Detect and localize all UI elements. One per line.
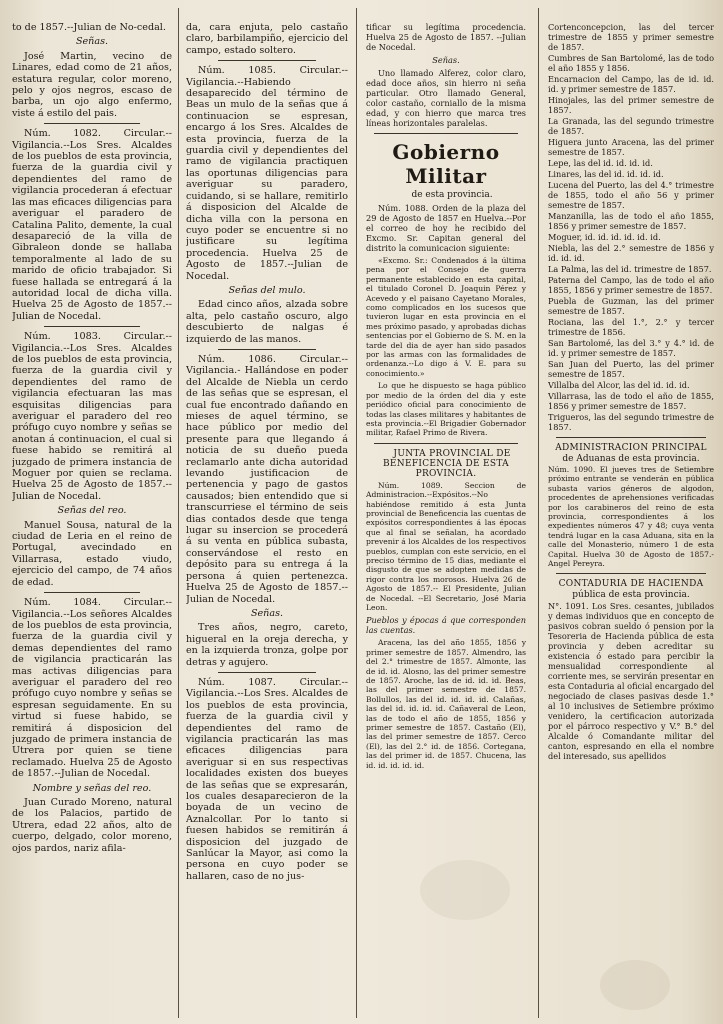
section-heading: Señas. xyxy=(75,36,109,48)
notice-paragraph: José Martin, vecino de Linares, edad como de 21 años, estatura regular, color moreno, pelo y ojos negros, escaso de barba, un ojo algo enfermo, viste á estilo del pais. xyxy=(12,50,172,119)
section-subcaption: de Aduanas de esta provincia. xyxy=(562,454,700,464)
notice-paragraph: Núm. 1089. Seccion de Administracion.--Expósitos.--No habiéndose remitido á esta Junta provincial de Beneficencia las cuentas de expósitos correspondientes á las épocas que al final se señalan, ha acordado prevenir á los Alcaldes de los respectivos pueblos, cumplan con este servicio, en el preciso término de 15 dias, mediante el disgusto de que se adopten medidas de rigor contra los morosos. Huelva 26 de Agosto de 1857.-- El Presidente, Julian de Nocedal. --El Secretario, José Maria Leon. xyxy=(366,480,526,612)
section-heading: Señas del reo. xyxy=(57,505,127,517)
list-entry: Rociana, las del 1.°, 2.° y tercer trimestre de 1856. xyxy=(548,317,714,337)
notice-paragraph: Núm. 1086. Circular.-- Vigilancia.- Hallándose en poder del Alcalde de Niebla un cerdo de las señas que se espresan, el cual fue encontrado dañando en mieses de aquel término, se hace público por medio del presente para que llegando á noticia de su dueño pueda reclamarlo ante dicha autoridad levando justificacion de pertenencia y pago de gastos causados; bien entendido que si transcurriese el término de seis dias contados desde que tenga lugar su insercion se procederá á su venta en pública subasta, conservándose el resto en depósito para su entrega á la persona á quien pertenezca. Huelva 25 de Agosto de 1857.--Julian de Nocedal. xyxy=(186,353,348,605)
column-rule xyxy=(178,8,179,1018)
section-divider xyxy=(374,443,518,444)
section-subcaption: pública de esta provincia. xyxy=(572,590,690,601)
section-subtitle: de esta provincia. xyxy=(411,190,493,200)
list-entry: Paterna del Campo, las de todo el año 1855, 1856 y primer semestre de 1857. xyxy=(548,275,714,295)
notice-paragraph: Núm. 1088. Orden de la plaza del 29 de Agosto de 1857 en Huelva.--Por el correo de hoy he recibido del Excmo. Sr. Capitan general del distrito la comunicacion siguiente: xyxy=(366,203,526,253)
column-rule xyxy=(538,8,539,1018)
notice-paragraph: tificar su legítima procedencia. Huelva 25 de Agosto de 1857. --Julian de Nocedal. xyxy=(366,22,526,52)
section-divider xyxy=(374,133,518,134)
column-rule xyxy=(356,8,357,1018)
list-entry: Moguer, id. id. id. id. id. id. xyxy=(548,232,661,242)
section-caption: CONTADURIA DE HACIENDA xyxy=(558,579,704,590)
italic-heading: Pueblos y épocas á que corresponden las cuentas. xyxy=(366,615,526,636)
notice-paragraph: Aracena, las del año 1855, 1856 y primer semestre de 1857. Almendro, las del 2.° trimestre de 1857. Almonte, las de id. id. Alosno, las del primer semestre de 1857. Aroche, las de id. id. id. Beas, las del primer semestre de 1857. Bollullos, las del id. id. id. id. Calañas, las del id. id. id. id. Cañaveral de Leon, las de todo el año de 1855, 1856 y primer semestre de 1857. Castaño (El), las del primer semestre de 1857. Cerco (El), las del 2.° id. de 1856. Cortegana, las del primer id. de 1857. Chucena, las id. id. id. id. id. xyxy=(366,638,526,770)
list-entry: Villalba del Alcor, las del id. id. id. xyxy=(548,380,690,390)
column-2 xyxy=(186,22,348,1018)
notice-paragraph: Uno llamado Alferez, color claro, edad doce años, sin hierro ni seña particular. Otro llamado General, color castaño, corniallo de la misma edad, y con hierro que marca tres líneas horizontales paralelas. xyxy=(366,68,526,128)
section-divider xyxy=(44,326,140,327)
notice-paragraph: Edad cinco años, alzada sobre alta, pelo castaño oscuro, algo descubierto de nalgas é izquierdo de las manos. xyxy=(186,299,348,345)
list-entry: Puebla de Guzman, las del primer semestre de 1857. xyxy=(548,296,714,316)
section-divider xyxy=(556,437,705,438)
notice-paragraph: Núm. 1087. Circular.-- Vigilancia.--Los Sres. Alcaldes de los pueblos de esta provincia, fuerza de la guardia civil y dependientes del ramo de vigilancia practicarán las mas eficaces diligencias para averiguar si en sus respectivas localidades existen dos bueyes de las señas que se expresarán, los cuales desaparecieron de la boyada de un vecino de Aznalcollar. Por lo tanto si fuesen habidos se remitirán á disposicion del juzgado de Sanlúcar la Mayor, asi como la persona en cuyo poder se hallaren, caso de no jus- xyxy=(186,676,348,882)
section-divider xyxy=(556,573,705,574)
notice-paragraph: N°. 1091. Los Sres. cesantes, jubilados y demas individuos que en concepto de pasivos cobran sueldo ó pension por la Tesoreria de Hacienda pública de esta provincia y deben acreditar su existencia ó estado para percibir la mensualidad correspondiente al corriente mes, se servirán presentar en esta Contaduria al oficial encargado del negociado de clases pasivas desde 1.° al 10 inclusives de Setiembre próximo venidero, la certificacion autorizada por el párroco respectivo y V.° B.° del Alcalde ó Comandante militar del canton, espresando en ella el nombre del interesado, sus apellidos xyxy=(548,601,714,762)
notice-paragraph: Núm. 1084. Circular.-- Vigilancia.--Los señores Alcaldes de los pueblos de esta provincia, fuerza de la guardia civil y demas dependientes del ramo de vigilancia practicarán las mas activas diligencias para averiguar el paradero del reo prófugo cuyo nombre y señas se espresan seguidamente. En su virtud si fuese habido, se remitirá á disposicion del juzgado de primera instancia de Utrera por quien se tiene reclamado. Huelva 25 de Agosto de 1857.--Julian de Nocedal. xyxy=(12,597,172,780)
section-caption: ADMINISTRACION PRINCIPAL xyxy=(555,443,707,453)
notice-paragraph: Lo que he dispuesto se haga público por medio de la órden del dia y este periódico oficial para conocimiento de todas las clases militares y habitantes de esta provincia.--El Brigadier Gobernador militar, Rafael Primo de Rivera. xyxy=(366,381,526,438)
list-entry: Encarnacion del Campo, las de id. id. id. y primer semestre de 1857. xyxy=(548,74,714,94)
notice-paragraph: Núm. 1083. Circular.-- Vigilancia.--Los Sres. Alcaldes de los pueblos de esta provincia, fuerza de la guardia civil y dependientes del ramo de vigilancia efectuaran las mas esquisitas diligencias para averiguar el paradero del reo prófugo cuyo nombre y señas se anotan á continuacion, el cual si fuese habido se remitirá al juzgado de primera instancia de Moguer por quien se reclama. Huelva 25 de Agosto de 1857.--Julian de Nocedal. xyxy=(12,331,172,502)
column-1 xyxy=(12,22,172,1018)
section-heading: Señas. xyxy=(432,55,460,65)
list-entry: Linares, las del id. id. id. id. xyxy=(548,169,664,179)
notice-paragraph: Núm. 1090. El jueves tres de Setiembre próximo entrante se venderán en pública subasta varios géneros de algodon, procedentes de aprehensiones verificadas por los carabineros del reino de esta provincia, correspondientes á los expedientes números 47 y 48; cuya venta tendrá lugar en la casa Aduana, sita en la calle del Monasterio, número 1 de esta Capital. Huelva 30 de Agosto de 1857.-Angel Pereyra. xyxy=(548,465,714,569)
section-divider xyxy=(218,60,315,61)
list-entry: Niebla, las del 2.° semestre de 1856 y id. id. id. xyxy=(548,243,714,263)
list-entry: Villarrasa, las de todo el año de 1855, 1856 y primer semestre de 1857. xyxy=(548,391,714,411)
notice-paragraph: «Excmo. Sr.: Condenados á la última pena por el Consejo de guerra permanente establecido en esta capital, el titulado Coronel D. Joaquin Pérez y Acevedo y el paisano Cayetano Morales, como complicados en los sucesos que tuvieron lugar en esta provincia en el mes próximo pasado, y aprobadas dichas sentencias por el Gobierno de S. M. en la tarde del dia de ayer han sido pasados por las armas con las formalidades de ordenanza.--Lo digo á V. E. para su conocimiento.» xyxy=(366,256,526,378)
section-divider xyxy=(218,672,315,673)
section-heading: Señas del mulo. xyxy=(228,284,306,296)
list-entry: Hinojales, las del primer semestre de 1857. xyxy=(548,95,714,115)
list-entry: Manzanilla, las de todo el año 1855, 1856 y primer semestre de 1857. xyxy=(548,211,714,231)
notice-paragraph: Núm. 1085. Circular.-- Vigilancia.--Habiendo desaparecido del término de Beas un mulo de la señas que á continuacion se espresan, encargo á los Sres. Alcaldes de esta provincia, fuerza de la guardia civil y dependientes del ramo de vigilancia practiquen las oportunas diligencias para averiguar su paradero, cuidando, si se hallare, remitirlo á disposicion del Alcalde de dicha villa con la persona en cuyo poder se encuentre si no justificare su legítima procedencia. Huelva 25 de Agosto de 1857.--Julian de Nocedal. xyxy=(186,65,348,282)
section-heading: Señas. xyxy=(250,607,284,619)
notice-paragraph: Tres años, negro, careto, higueral en la oreja derecha, y en la izquierda tronza, golpe por detras y agujero. xyxy=(186,622,348,668)
column-3 xyxy=(366,22,526,1018)
section-caption: JUNTA PROVINCIAL DE BENEFICENCIA DE ESTA PROVINCIA. xyxy=(383,448,511,479)
list-entry: La Granada, las del segundo trimestre de 1857. xyxy=(548,116,714,136)
list-entry: Trigueros, las del segundo trimestre de 1857. xyxy=(548,412,714,432)
section-divider xyxy=(44,592,140,593)
list-entry: San Juan del Puerto, las del primer semestre de 1857. xyxy=(548,359,714,379)
notice-paragraph: Núm. 1082. Circular.-- Vigilancia.--Los Sres. Alcaldes de los pueblos de esta provincia, fuerza de la guardia civil y dependientes del ramo de vigilancia procederan á efectuar las mas eficaces diligencias para averiguar el paradero de Catalina Palito, demente, la cual desapareció de la villa de Gibraleon donde se hallaba temporalmente al lado de su marido de oficio trabajador. Si fuese hallada se entregará á la autoridad local de dicha villa. Huelva 25 de Agosto de 1857.--Julian de Nocedal. xyxy=(12,128,172,322)
list-entry: Cumbres de San Bartolomé, las de todo el año 1855 y 1856. xyxy=(548,53,714,73)
list-entry: Cortenconcepcion, las del tercer trimestre de 1855 y primer semestre de 1857. xyxy=(548,22,714,52)
list-entry: Higuera junto Aracena, las del primer semestre de 1857. xyxy=(548,137,714,157)
column-4 xyxy=(548,22,714,1018)
section-title: Gobierno Militar xyxy=(392,140,500,188)
section-divider xyxy=(44,123,140,124)
notice-paragraph: to de 1857.--Julian de No-cedal. xyxy=(12,22,166,33)
list-entry: La Palma, las del id. trimestre de 1857. xyxy=(548,264,712,274)
notice-paragraph: da, cara enjuta, pelo castaño claro, barbilampiño, ejercicio del campo, estado soltero. xyxy=(186,22,348,56)
notice-paragraph: Manuel Sousa, natural de la ciudad de Leria en el reino de Portugal, avecindado en Villarrasa, estado viudo, ejercicio del campo, de 74 años de edad. xyxy=(12,519,172,588)
list-entry: Lepe, las del id. id. id. id. xyxy=(548,158,653,168)
section-heading: Nombre y señas del reo. xyxy=(32,782,152,794)
section-divider xyxy=(218,349,315,350)
list-entry: Lucena del Puerto, las del 4.° trimestre de 1855, todo el año 56 y primer semestre de 1857. xyxy=(548,180,714,210)
list-entry: San Bartolomé, las del 3.° y 4.° id. de id. y primer semestre de 1857. xyxy=(548,338,714,358)
notice-paragraph: Juan Curado Moreno, natural de los Palacios, partido de Utrera, edad 22 años, alto de cuerpo, delgado, color moreno, ojos pardos, nariz afila- xyxy=(12,797,172,854)
